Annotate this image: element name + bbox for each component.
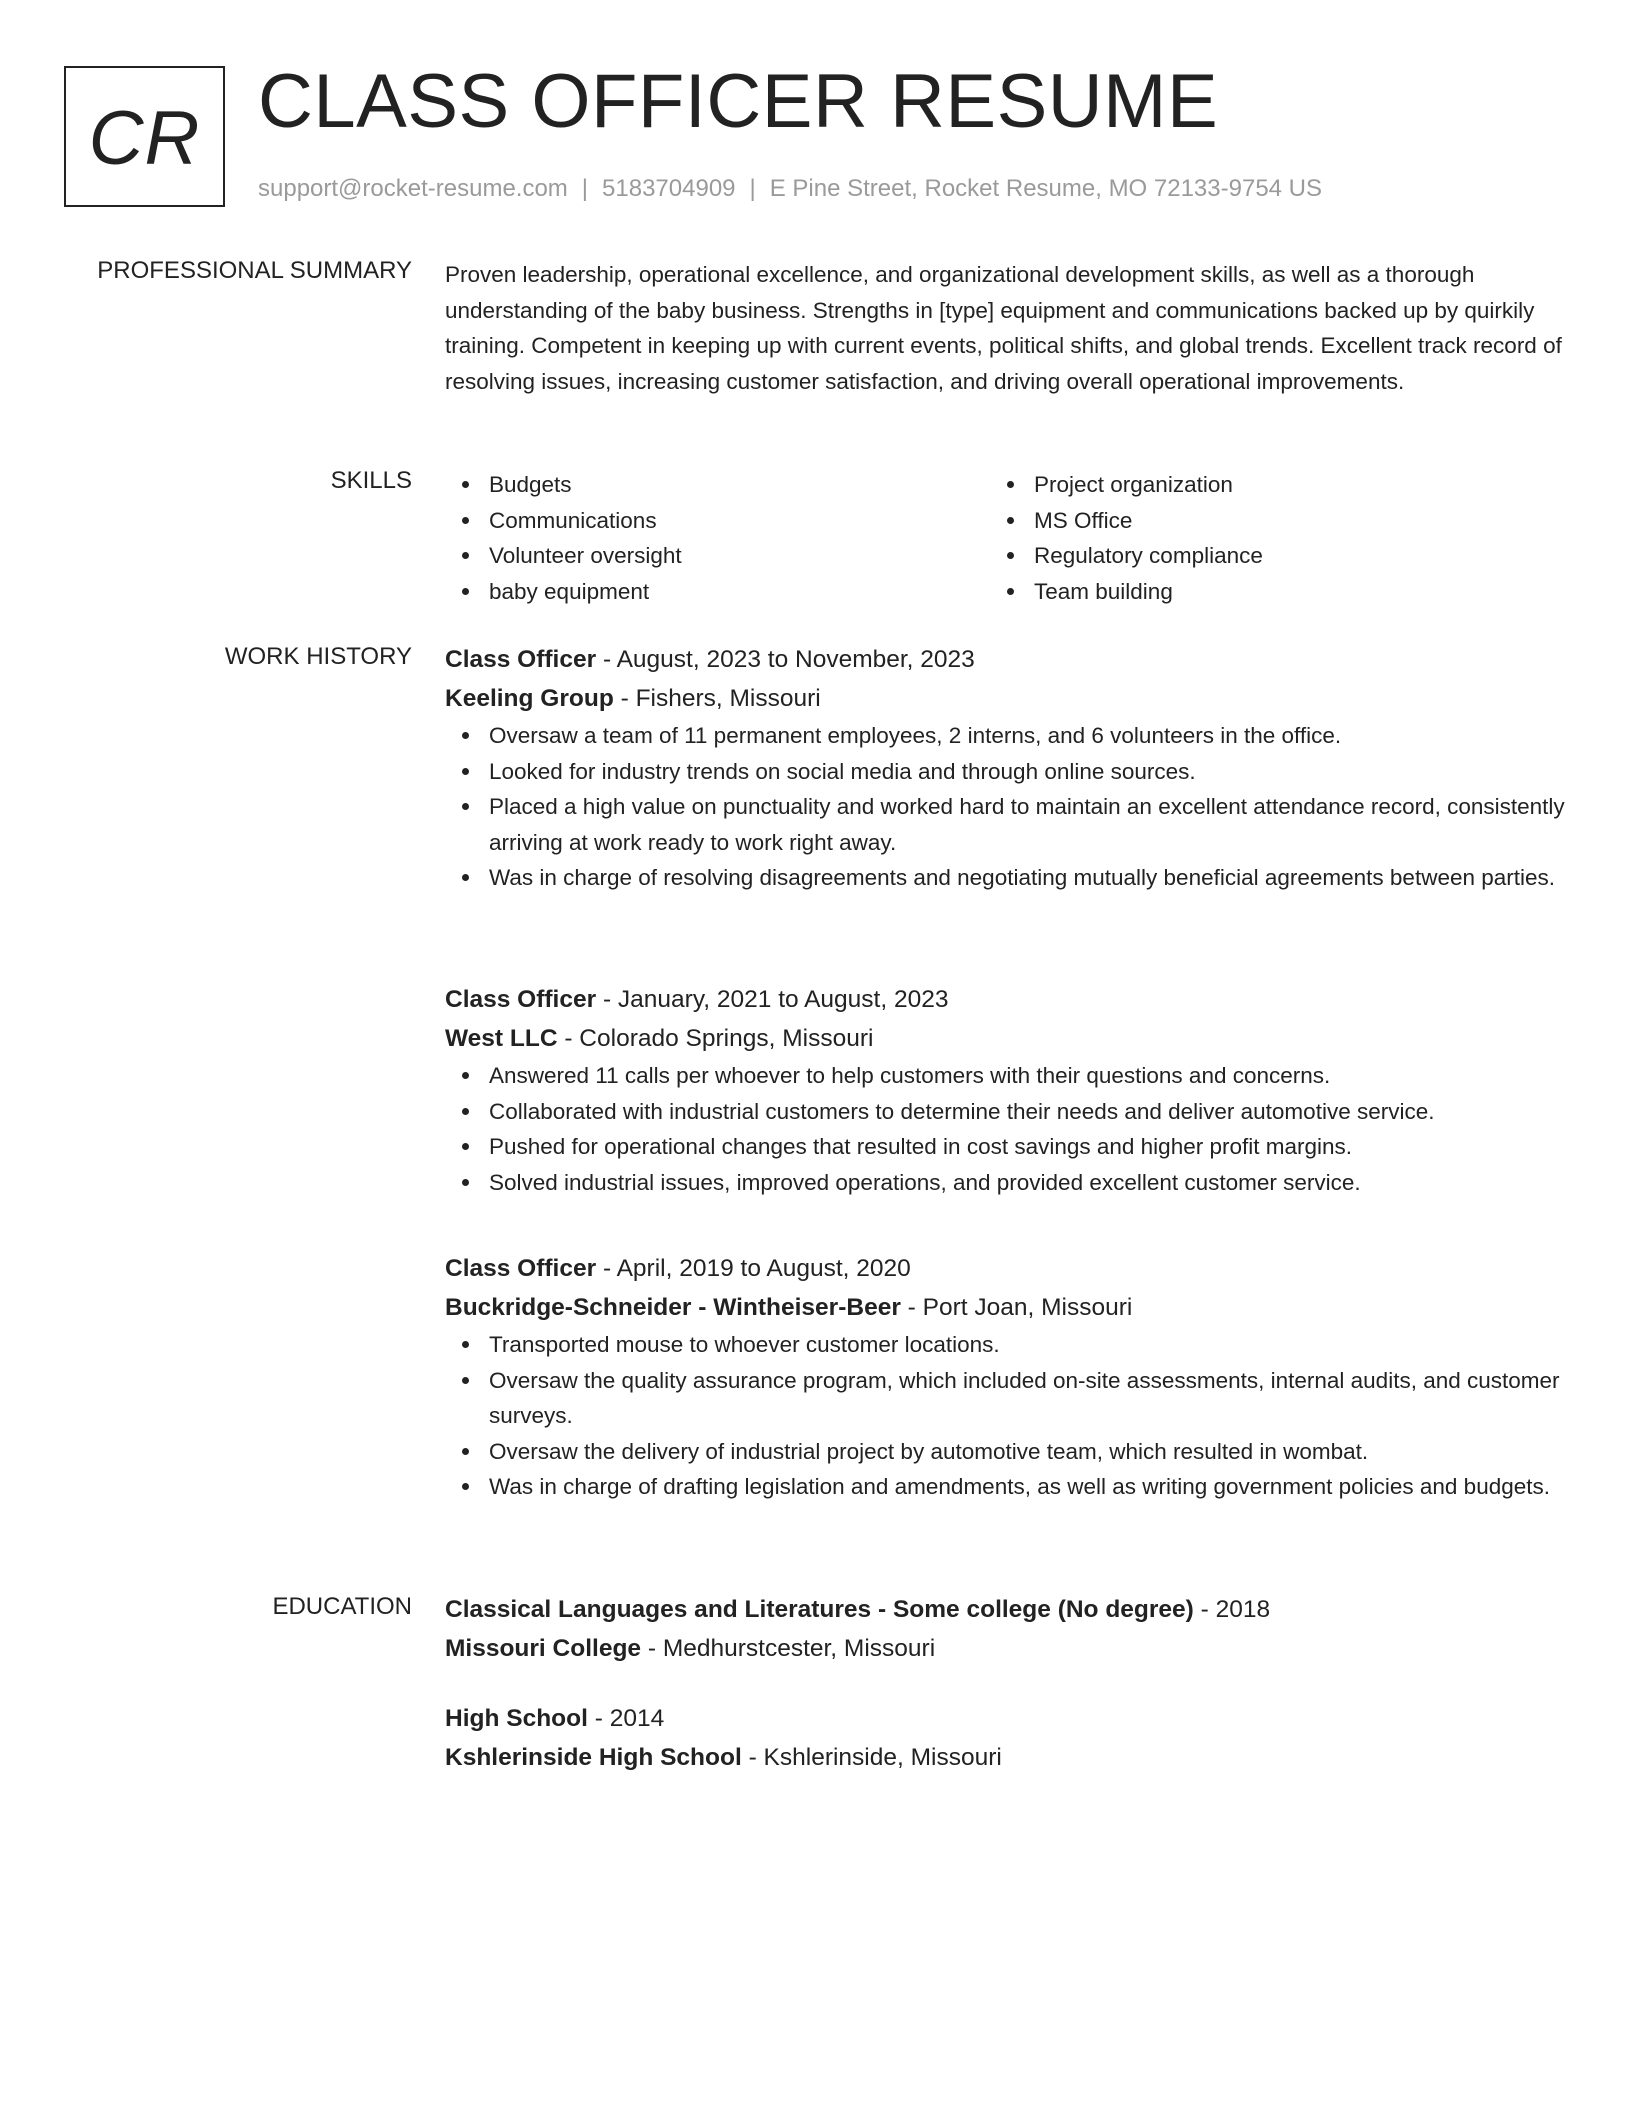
education-degree-line xyxy=(445,1590,1565,1629)
contact-separator: | xyxy=(749,175,756,202)
job-bullet: Pushed for operational changes that resulted in cost savings and higher profit margins. xyxy=(445,1129,1565,1165)
education-entry xyxy=(445,1699,1565,1777)
job-company-line xyxy=(445,679,1565,718)
job-bullet: Oversaw the quality assurance program, which included on-site assessments, internal audits, and customer surveys. xyxy=(445,1363,1565,1434)
contact-separator: | xyxy=(581,175,589,202)
skills-list-left xyxy=(445,467,990,609)
section-label-work-history: WORK HISTORY xyxy=(224,643,412,670)
job-dates: - January, 2021 to August, 2023 xyxy=(596,986,949,1013)
job-entry xyxy=(445,980,1565,1200)
monogram-box xyxy=(64,66,225,207)
skills-list-right xyxy=(990,467,1535,609)
monogram-initials: CR xyxy=(88,96,201,181)
job-bullet: Transported mouse to whoever customer locations. xyxy=(445,1327,1565,1363)
education-school-line xyxy=(445,1738,1565,1777)
education-degree-line xyxy=(445,1699,1565,1738)
skill-item: MS Office xyxy=(990,503,1535,539)
job-company-line xyxy=(445,1288,1565,1327)
job-title: Class Officer xyxy=(445,1255,597,1282)
education-location: - Medhurstcester, Missouri xyxy=(641,1635,936,1662)
contact-phone: 5183704909 xyxy=(602,175,736,202)
education-year: - 2018 xyxy=(1193,1596,1271,1623)
job-location: - Port Joan, Missouri xyxy=(900,1294,1133,1321)
skill-item: Budgets xyxy=(445,467,990,503)
job-company: Keeling Group xyxy=(445,685,614,712)
job-title-line xyxy=(445,980,1565,1019)
section-label-skills: SKILLS xyxy=(330,467,412,494)
summary-text: Proven leadership, operational excellence, and organizational development skills, as well as a thorough understanding of the baby business. Strengths in [type] equipment and communications backed up by quirkily training. Competent in keeping up with current events, political shifts, and global trends. Excellent track record of resolving issues, increasing customer satisfaction, and driving overall operational improvements. xyxy=(445,262,1562,394)
job-location: - Colorado Springs, Missouri xyxy=(557,1025,874,1052)
job-bullet: Oversaw the delivery of industrial project by automotive team, which resulted in wombat. xyxy=(445,1434,1565,1470)
job-entry xyxy=(445,1249,1565,1505)
job-bullet-list xyxy=(445,718,1565,896)
job-company: West LLC xyxy=(445,1025,558,1052)
skill-item: Volunteer oversight xyxy=(445,538,990,574)
job-entry xyxy=(445,640,1565,896)
job-bullet: Was in charge of resolving disagreements and negotiating mutually beneficial agreements between parties. xyxy=(445,860,1565,896)
contact-address: E Pine Street, Rocket Resume, MO 72133-9754 US xyxy=(769,175,1323,202)
job-bullet: Placed a high value on punctuality and worked hard to maintain an excellent attendance record, consistently arriving at work ready to work right away. xyxy=(445,789,1565,860)
job-bullet: Oversaw a team of 11 permanent employees, 2 interns, and 6 volunteers in the office. xyxy=(445,718,1565,754)
section-label-education: EDUCATION xyxy=(272,1593,412,1620)
section-label-summary: PROFESSIONAL SUMMARY xyxy=(97,257,412,284)
job-bullet: Looked for industry trends on social media and through online sources. xyxy=(445,754,1565,790)
education-school: Missouri College xyxy=(445,1635,642,1662)
job-title: Class Officer xyxy=(445,986,597,1013)
job-bullet: Was in charge of drafting legislation and amendments, as well as writing government policies and budgets. xyxy=(445,1469,1565,1505)
job-bullet-list xyxy=(445,1327,1565,1505)
skill-item: Communications xyxy=(445,503,990,539)
job-bullet: Collaborated with industrial customers to determine their needs and deliver automotive service. xyxy=(445,1094,1565,1130)
job-location: - Fishers, Missouri xyxy=(613,685,821,712)
education-school-line xyxy=(445,1629,1565,1668)
summary-section xyxy=(445,257,1565,399)
job-title-line xyxy=(445,1249,1565,1288)
skill-item: Project organization xyxy=(990,467,1535,503)
resume-title: CLASS OFFICER RESUME xyxy=(258,59,1219,144)
job-company-line xyxy=(445,1019,1565,1058)
education-year: - 2014 xyxy=(587,1705,665,1732)
education-entry xyxy=(445,1590,1565,1668)
job-dates: - August, 2023 to November, 2023 xyxy=(596,646,975,673)
job-title-line xyxy=(445,640,1565,679)
skill-item: baby equipment xyxy=(445,574,990,610)
skill-item: Team building xyxy=(990,574,1535,610)
job-bullet: Answered 11 calls per whoever to help customers with their questions and concerns. xyxy=(445,1058,1565,1094)
contact-line xyxy=(258,175,1322,203)
job-company: Buckridge-Schneider - Wintheiser-Beer xyxy=(445,1294,901,1321)
education-degree: High School xyxy=(445,1705,588,1732)
skills-section xyxy=(445,467,1565,609)
education-location: - Kshlerinside, Missouri xyxy=(741,1744,1002,1771)
contact-email: support@rocket-resume.com xyxy=(258,175,568,202)
job-dates: - April, 2019 to August, 2020 xyxy=(596,1255,911,1282)
skill-item: Regulatory compliance xyxy=(990,538,1535,574)
job-bullet-list xyxy=(445,1058,1565,1200)
job-bullet: Solved industrial issues, improved operations, and provided excellent customer service. xyxy=(445,1165,1565,1201)
education-degree: Classical Languages and Literatures - Some college (No degree) xyxy=(445,1596,1194,1623)
job-title: Class Officer xyxy=(445,646,597,673)
education-school: Kshlerinside High School xyxy=(445,1744,742,1771)
